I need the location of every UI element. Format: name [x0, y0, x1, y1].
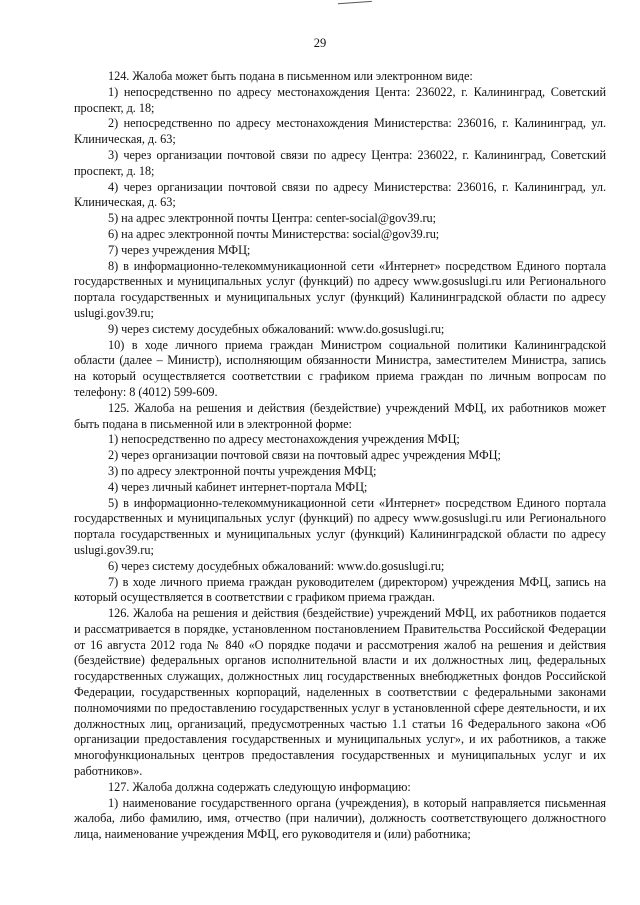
paragraph: 3) по адресу электронной почты учреждения МФЦ;: [108, 463, 377, 478]
scan-artifact: [338, 1, 372, 8]
page-number: 29: [313, 36, 327, 50]
paragraph: 5) на адрес электронной почты Центра: center-social@gov39.ru;: [108, 211, 436, 226]
paragraph: 3) через организации почтовой связи по адресу Центра: 236022, г. Калининград, Советский проспект, д. 18;: [74, 147, 606, 178]
paragraph: 6) через систему досудебных обжалований: www.do.gosuslugi.ru;: [108, 558, 445, 573]
paragraph: 125. Жалоба на решения и действия (бездействие) учреждений МФЦ, их работников может быть подана в письменной или в электронной форме:: [74, 400, 606, 431]
paragraph: 4) через личный кабинет интернет-портала МФЦ;: [108, 479, 368, 494]
paragraph: 127. Жалоба должна содержать следующую информацию:: [108, 779, 411, 794]
paragraph: 8) в информационно-телекоммуникационной сети «Интернет» посредством Единого портала государственных и муниципальных услуг (функций) по адресу www.gosuslugi.ru или Регионального портала государственных и муниципальных услуг (функций) Калининградской области по адресу uslugi.gov39.ru;: [74, 258, 606, 320]
paragraph: 2) непосредственно по адресу местонахождения Министерства: 236016, г. Калининград, ул. Клиническая, д. 63;: [74, 116, 606, 147]
paragraph: 7) через учреждения МФЦ;: [108, 242, 251, 257]
paragraph: 5) в информационно-телекоммуникационной сети «Интернет» посредством Единого портала государственных и муниципальных услуг (функций) по адресу www.gosuslugi.ru или Регионального портала государственных и муниципальных услуг (функций) Калининградской области по адресу uslugi.gov39.ru;: [74, 495, 606, 557]
paragraph: 124. Жалоба может быть подана в письменном или электронном виде:: [108, 69, 473, 83]
paragraph: 7) в ходе личного приема граждан руководителем (директором) учреждения МФЦ, запись на который осуществляется в соответствии с графиком приема граждан.: [74, 574, 606, 605]
paragraph: 2) через организации почтовой связи на почтовый адрес учреждения МФЦ;: [108, 448, 501, 463]
paragraph: 126. Жалоба на решения и действия (бездействие) учреждений МФЦ, их работников подается и рассматривается в порядке, установленном постановлением Правительства Российской Федерации от 16 августа 2012 года № 840 «О порядке подачи и рассмотрения жалоб на решения и действия (бездействие) федеральных органов исполнительной власти и их должностных лиц, федеральных государственных служащих, должностных лиц государственных внебюджетных фондов Российской Федерации, государственных корпораций, наделенных в соответствии с федеральными законами полномочиями по предоставлению государственных услуг в установленной сфере деятельности, и их должностных лиц, организаций, предусмотренных частью 1.1 статьи 16 Федерального закона «Об организации предоставления государственных и муниципальных услуг», и их работников, а также многофункциональных центров предоставления государственных и муниципальных услуг и их работников».: [74, 606, 606, 779]
paragraph: 10) в ходе личного приема граждан Министром социальной политики Калининградской области (далее – Министр), исполняющим обязанности Министра, заместителем Министра, запись на который осуществляется соответствии с графиком приема граждан по личным вопросам по телефону: 8 (4012) 599-609.: [74, 337, 606, 399]
paragraph: 4) через организации почтовой связи по адресу Министерства: 236016, г. Калининград, ул. Клиническая, д. 63;: [74, 179, 606, 210]
paragraph: 1) наименование государственного органа (учреждения), в который направляется письменная жалоба, либо фамилию, имя, отчество (при наличии), должность соответствующего должностного лица, наименование учреждения МФЦ, его руководителя и (или) работника;: [74, 795, 606, 842]
paragraph: 9) через систему досудебных обжалований: www.do.gosuslugi.ru;: [108, 321, 445, 336]
document-body: [74, 69, 606, 843]
paragraph: 1) непосредственно по адресу местонахождения Цента: 236022, г. Калининград, Советский проспект, д. 18;: [74, 84, 606, 115]
paragraph: 6) на адрес электронной почты Министерства: social@gov39.ru;: [108, 226, 440, 241]
paragraph: 1) непосредственно по адресу местонахождения учреждения МФЦ;: [108, 432, 460, 447]
